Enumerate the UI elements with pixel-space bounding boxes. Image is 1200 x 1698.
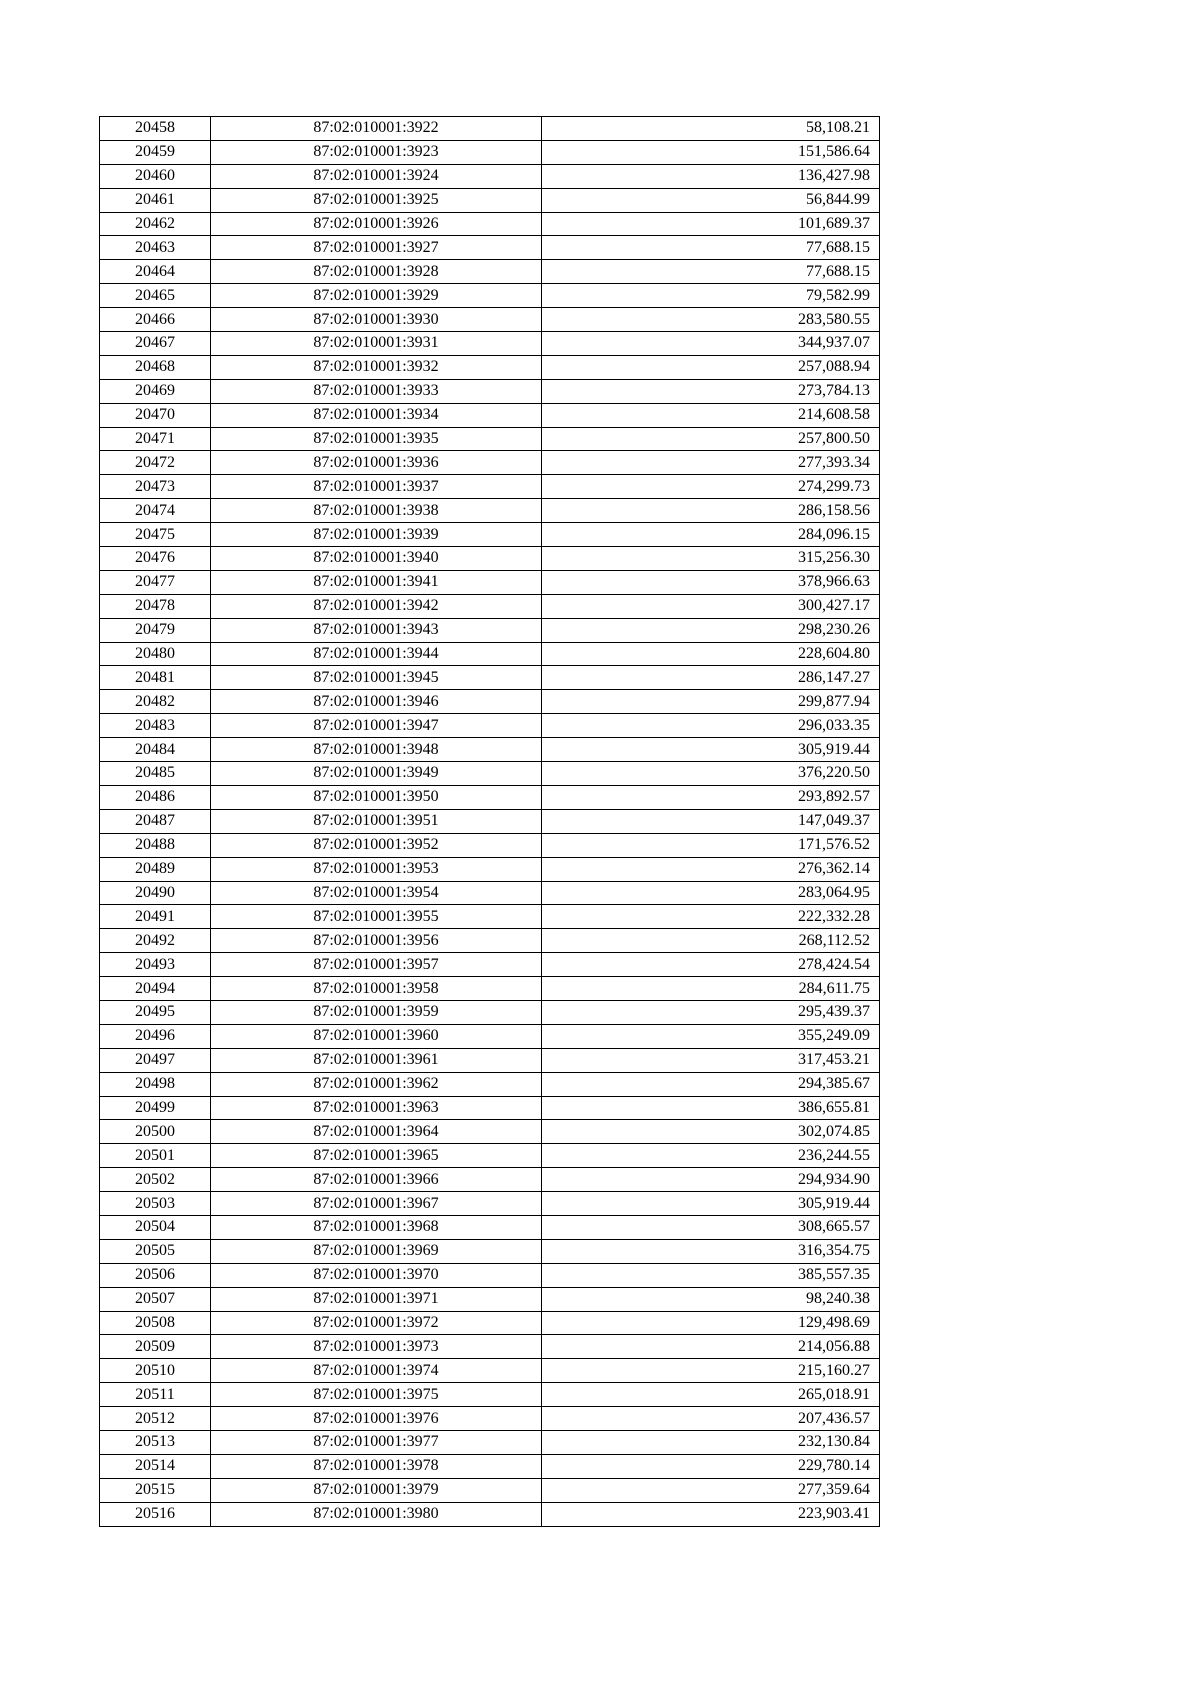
table-row: [100, 523, 880, 547]
row-number-cell: 20499: [100, 1096, 211, 1120]
value-cell: 308,665.57: [542, 1215, 880, 1239]
value-cell: 77,688.15: [542, 236, 880, 260]
value-cell: 300,427.17: [542, 594, 880, 618]
table-row: [100, 379, 880, 403]
row-number-cell: 20490: [100, 881, 211, 905]
row-number-cell: 20459: [100, 140, 211, 164]
table-row: [100, 690, 880, 714]
table-row: [100, 809, 880, 833]
cadastral-number-cell: 87:02:010001:3964: [211, 1120, 542, 1144]
cadastral-number-cell: 87:02:010001:3940: [211, 547, 542, 571]
cadastral-number-cell: 87:02:010001:3973: [211, 1335, 542, 1359]
row-number-cell: 20466: [100, 308, 211, 332]
table-row: [100, 1383, 880, 1407]
row-number-cell: 20484: [100, 738, 211, 762]
row-number-cell: 20472: [100, 451, 211, 475]
cadastral-number-cell: 87:02:010001:3974: [211, 1359, 542, 1383]
value-cell: 316,354.75: [542, 1239, 880, 1263]
cadastral-number-cell: 87:02:010001:3954: [211, 881, 542, 905]
table-row: [100, 1239, 880, 1263]
table-row: [100, 355, 880, 379]
row-number-cell: 20481: [100, 666, 211, 690]
cadastral-number-cell: 87:02:010001:3961: [211, 1048, 542, 1072]
value-cell: 229,780.14: [542, 1454, 880, 1478]
table-row: [100, 212, 880, 236]
value-cell: 273,784.13: [542, 379, 880, 403]
table-row: [100, 881, 880, 905]
value-cell: 293,892.57: [542, 785, 880, 809]
table-row: [100, 666, 880, 690]
table-row: [100, 762, 880, 786]
cadastral-number-cell: 87:02:010001:3967: [211, 1192, 542, 1216]
value-cell: 223,903.41: [542, 1502, 880, 1526]
row-number-cell: 20496: [100, 1024, 211, 1048]
cadastral-number-cell: 87:02:010001:3952: [211, 833, 542, 857]
table-row: [100, 1335, 880, 1359]
cadastral-number-cell: 87:02:010001:3949: [211, 762, 542, 786]
value-cell: 151,586.64: [542, 140, 880, 164]
value-cell: 386,655.81: [542, 1096, 880, 1120]
row-number-cell: 20503: [100, 1192, 211, 1216]
table-row: [100, 1407, 880, 1431]
row-number-cell: 20487: [100, 809, 211, 833]
cadastral-number-cell: 87:02:010001:3923: [211, 140, 542, 164]
row-number-cell: 20465: [100, 284, 211, 308]
table-row: [100, 1048, 880, 1072]
value-cell: 265,018.91: [542, 1383, 880, 1407]
table-row: [100, 140, 880, 164]
row-number-cell: 20494: [100, 977, 211, 1001]
table-row: [100, 1096, 880, 1120]
table-row: [100, 1144, 880, 1168]
cadastral-number-cell: 87:02:010001:3944: [211, 642, 542, 666]
value-cell: 136,427.98: [542, 164, 880, 188]
row-number-cell: 20469: [100, 379, 211, 403]
row-number-cell: 20512: [100, 1407, 211, 1431]
value-cell: 278,424.54: [542, 953, 880, 977]
cadastral-number-cell: 87:02:010001:3980: [211, 1502, 542, 1526]
cadastral-value-table: [99, 116, 880, 1527]
cadastral-number-cell: 87:02:010001:3958: [211, 977, 542, 1001]
table-row: [100, 332, 880, 356]
value-cell: 286,147.27: [542, 666, 880, 690]
row-number-cell: 20479: [100, 618, 211, 642]
cadastral-number-cell: 87:02:010001:3969: [211, 1239, 542, 1263]
table-row: [100, 1072, 880, 1096]
row-number-cell: 20461: [100, 188, 211, 212]
row-number-cell: 20474: [100, 499, 211, 523]
row-number-cell: 20483: [100, 714, 211, 738]
row-number-cell: 20501: [100, 1144, 211, 1168]
cadastral-number-cell: 87:02:010001:3951: [211, 809, 542, 833]
cadastral-number-cell: 87:02:010001:3941: [211, 570, 542, 594]
cadastral-number-cell: 87:02:010001:3966: [211, 1168, 542, 1192]
cadastral-number-cell: 87:02:010001:3957: [211, 953, 542, 977]
cadastral-number-cell: 87:02:010001:3948: [211, 738, 542, 762]
value-cell: 257,088.94: [542, 355, 880, 379]
table-row: [100, 1168, 880, 1192]
cadastral-number-cell: 87:02:010001:3979: [211, 1478, 542, 1502]
value-cell: 283,580.55: [542, 308, 880, 332]
row-number-cell: 20507: [100, 1287, 211, 1311]
cadastral-number-cell: 87:02:010001:3970: [211, 1263, 542, 1287]
row-number-cell: 20504: [100, 1215, 211, 1239]
row-number-cell: 20510: [100, 1359, 211, 1383]
cadastral-number-cell: 87:02:010001:3953: [211, 857, 542, 881]
table-row: [100, 427, 880, 451]
cadastral-number-cell: 87:02:010001:3972: [211, 1311, 542, 1335]
cadastral-number-cell: 87:02:010001:3965: [211, 1144, 542, 1168]
value-cell: 284,611.75: [542, 977, 880, 1001]
row-number-cell: 20462: [100, 212, 211, 236]
table-row: [100, 117, 880, 141]
cadastral-number-cell: 87:02:010001:3956: [211, 929, 542, 953]
value-cell: 77,688.15: [542, 260, 880, 284]
cadastral-number-cell: 87:02:010001:3971: [211, 1287, 542, 1311]
table-row: [100, 857, 880, 881]
table-row: [100, 547, 880, 571]
cadastral-number-cell: 87:02:010001:3962: [211, 1072, 542, 1096]
cadastral-number-cell: 87:02:010001:3975: [211, 1383, 542, 1407]
value-cell: 294,385.67: [542, 1072, 880, 1096]
value-cell: 147,049.37: [542, 809, 880, 833]
cadastral-number-cell: 87:02:010001:3930: [211, 308, 542, 332]
row-number-cell: 20467: [100, 332, 211, 356]
cadastral-number-cell: 87:02:010001:3924: [211, 164, 542, 188]
value-cell: 277,393.34: [542, 451, 880, 475]
cadastral-number-cell: 87:02:010001:3968: [211, 1215, 542, 1239]
cadastral-number-cell: 87:02:010001:3928: [211, 260, 542, 284]
row-number-cell: 20480: [100, 642, 211, 666]
value-cell: 274,299.73: [542, 475, 880, 499]
row-number-cell: 20468: [100, 355, 211, 379]
table-row: [100, 1215, 880, 1239]
value-cell: 79,582.99: [542, 284, 880, 308]
row-number-cell: 20473: [100, 475, 211, 499]
table-row: [100, 475, 880, 499]
row-number-cell: 20498: [100, 1072, 211, 1096]
cadastral-number-cell: 87:02:010001:3933: [211, 379, 542, 403]
value-cell: 277,359.64: [542, 1478, 880, 1502]
cadastral-number-cell: 87:02:010001:3955: [211, 905, 542, 929]
value-cell: 98,240.38: [542, 1287, 880, 1311]
row-number-cell: 20492: [100, 929, 211, 953]
table-row: [100, 570, 880, 594]
cadastral-number-cell: 87:02:010001:3950: [211, 785, 542, 809]
table-row: [100, 1478, 880, 1502]
row-number-cell: 20489: [100, 857, 211, 881]
value-cell: 276,362.14: [542, 857, 880, 881]
cadastral-number-cell: 87:02:010001:3936: [211, 451, 542, 475]
table-row: [100, 905, 880, 929]
table-row: [100, 1263, 880, 1287]
value-cell: 101,689.37: [542, 212, 880, 236]
cadastral-number-cell: 87:02:010001:3931: [211, 332, 542, 356]
table-body: [100, 117, 880, 1527]
table-row: [100, 1120, 880, 1144]
value-cell: 298,230.26: [542, 618, 880, 642]
cadastral-number-cell: 87:02:010001:3922: [211, 117, 542, 141]
row-number-cell: 20477: [100, 570, 211, 594]
row-number-cell: 20464: [100, 260, 211, 284]
value-cell: 344,937.07: [542, 332, 880, 356]
table-row: [100, 1454, 880, 1478]
table-row: [100, 1000, 880, 1024]
table-row: [100, 642, 880, 666]
row-number-cell: 20471: [100, 427, 211, 451]
table-row: [100, 785, 880, 809]
value-cell: 376,220.50: [542, 762, 880, 786]
table-row: [100, 1024, 880, 1048]
table-row: [100, 164, 880, 188]
row-number-cell: 20478: [100, 594, 211, 618]
row-number-cell: 20505: [100, 1239, 211, 1263]
cadastral-number-cell: 87:02:010001:3926: [211, 212, 542, 236]
cadastral-number-cell: 87:02:010001:3935: [211, 427, 542, 451]
value-cell: 355,249.09: [542, 1024, 880, 1048]
table-row: [100, 738, 880, 762]
table-row: [100, 236, 880, 260]
table-row: [100, 929, 880, 953]
table-row: [100, 1287, 880, 1311]
value-cell: 222,332.28: [542, 905, 880, 929]
value-cell: 232,130.84: [542, 1430, 880, 1454]
cadastral-number-cell: 87:02:010001:3927: [211, 236, 542, 260]
table-row: [100, 1430, 880, 1454]
row-number-cell: 20491: [100, 905, 211, 929]
row-number-cell: 20515: [100, 1478, 211, 1502]
table-row: [100, 594, 880, 618]
table-row: [100, 284, 880, 308]
value-cell: 305,919.44: [542, 1192, 880, 1216]
value-cell: 257,800.50: [542, 427, 880, 451]
table-row: [100, 1359, 880, 1383]
row-number-cell: 20497: [100, 1048, 211, 1072]
value-cell: 378,966.63: [542, 570, 880, 594]
cadastral-number-cell: 87:02:010001:3976: [211, 1407, 542, 1431]
value-cell: 295,439.37: [542, 1000, 880, 1024]
value-cell: 214,056.88: [542, 1335, 880, 1359]
value-cell: 129,498.69: [542, 1311, 880, 1335]
value-cell: 305,919.44: [542, 738, 880, 762]
cadastral-number-cell: 87:02:010001:3938: [211, 499, 542, 523]
value-cell: 286,158.56: [542, 499, 880, 523]
table-row: [100, 618, 880, 642]
row-number-cell: 20486: [100, 785, 211, 809]
cadastral-number-cell: 87:02:010001:3925: [211, 188, 542, 212]
value-cell: 236,244.55: [542, 1144, 880, 1168]
row-number-cell: 20460: [100, 164, 211, 188]
value-cell: 315,256.30: [542, 547, 880, 571]
value-cell: 294,934.90: [542, 1168, 880, 1192]
cadastral-number-cell: 87:02:010001:3960: [211, 1024, 542, 1048]
row-number-cell: 20500: [100, 1120, 211, 1144]
row-number-cell: 20493: [100, 953, 211, 977]
value-cell: 215,160.27: [542, 1359, 880, 1383]
row-number-cell: 20514: [100, 1454, 211, 1478]
value-cell: 302,074.85: [542, 1120, 880, 1144]
row-number-cell: 20495: [100, 1000, 211, 1024]
row-number-cell: 20458: [100, 117, 211, 141]
table-row: [100, 1311, 880, 1335]
row-number-cell: 20470: [100, 403, 211, 427]
cadastral-number-cell: 87:02:010001:3977: [211, 1430, 542, 1454]
row-number-cell: 20463: [100, 236, 211, 260]
table-row: [100, 977, 880, 1001]
value-cell: 317,453.21: [542, 1048, 880, 1072]
table-row: [100, 714, 880, 738]
cadastral-number-cell: 87:02:010001:3943: [211, 618, 542, 642]
table-row: [100, 403, 880, 427]
row-number-cell: 20488: [100, 833, 211, 857]
value-cell: 207,436.57: [542, 1407, 880, 1431]
row-number-cell: 20506: [100, 1263, 211, 1287]
table-row: [100, 188, 880, 212]
value-cell: 56,844.99: [542, 188, 880, 212]
table-row: [100, 451, 880, 475]
cadastral-number-cell: 87:02:010001:3947: [211, 714, 542, 738]
value-cell: 228,604.80: [542, 642, 880, 666]
cadastral-number-cell: 87:02:010001:3959: [211, 1000, 542, 1024]
table-row: [100, 499, 880, 523]
table-row: [100, 1502, 880, 1526]
table-row: [100, 308, 880, 332]
cadastral-number-cell: 87:02:010001:3929: [211, 284, 542, 308]
row-number-cell: 20511: [100, 1383, 211, 1407]
cadastral-number-cell: 87:02:010001:3934: [211, 403, 542, 427]
row-number-cell: 20513: [100, 1430, 211, 1454]
row-number-cell: 20516: [100, 1502, 211, 1526]
value-cell: 385,557.35: [542, 1263, 880, 1287]
row-number-cell: 20475: [100, 523, 211, 547]
cadastral-number-cell: 87:02:010001:3963: [211, 1096, 542, 1120]
value-cell: 299,877.94: [542, 690, 880, 714]
row-number-cell: 20502: [100, 1168, 211, 1192]
value-cell: 283,064.95: [542, 881, 880, 905]
value-cell: 268,112.52: [542, 929, 880, 953]
table-row: [100, 833, 880, 857]
cadastral-number-cell: 87:02:010001:3937: [211, 475, 542, 499]
row-number-cell: 20509: [100, 1335, 211, 1359]
table-row: [100, 1192, 880, 1216]
value-cell: 171,576.52: [542, 833, 880, 857]
value-cell: 58,108.21: [542, 117, 880, 141]
row-number-cell: 20508: [100, 1311, 211, 1335]
value-cell: 284,096.15: [542, 523, 880, 547]
table-row: [100, 953, 880, 977]
cadastral-number-cell: 87:02:010001:3932: [211, 355, 542, 379]
cadastral-number-cell: 87:02:010001:3946: [211, 690, 542, 714]
cadastral-number-cell: 87:02:010001:3942: [211, 594, 542, 618]
value-cell: 214,608.58: [542, 403, 880, 427]
table-row: [100, 260, 880, 284]
row-number-cell: 20485: [100, 762, 211, 786]
row-number-cell: 20476: [100, 547, 211, 571]
cadastral-number-cell: 87:02:010001:3939: [211, 523, 542, 547]
cadastral-number-cell: 87:02:010001:3945: [211, 666, 542, 690]
row-number-cell: 20482: [100, 690, 211, 714]
value-cell: 296,033.35: [542, 714, 880, 738]
cadastral-number-cell: 87:02:010001:3978: [211, 1454, 542, 1478]
